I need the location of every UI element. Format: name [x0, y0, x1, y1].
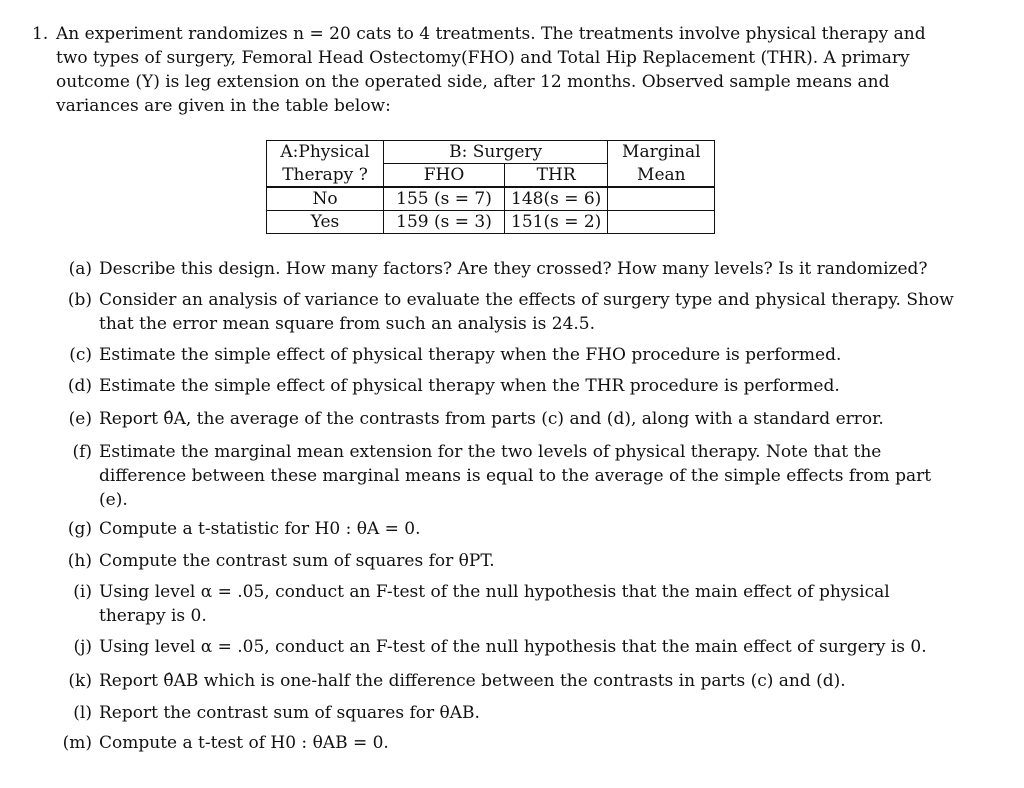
part-text: Compute the contrast sum of squares for θPT.	[99, 551, 495, 571]
part-text: Describe this design. How many factors? Are they crossed? How many levels? Is it randomized?	[99, 259, 928, 279]
header-a-line2: Therapy ?	[267, 164, 384, 188]
cell-fho: 155 (s = 7)	[384, 187, 505, 211]
part-text: Compute a t-statistic for H0 : θA = 0.	[99, 519, 421, 539]
part-label: (h)	[67, 551, 92, 571]
part-text: Consider an analysis of variance to evaluate the effects of surgery type and physical therapy. Show	[99, 290, 954, 310]
part-text: that the error mean square from such an analysis is 24.5.	[99, 314, 596, 334]
part-label: (i)	[73, 582, 92, 602]
part-text: Using level α = .05, conduct an F-test of the null hypothesis that the main effect of physical	[99, 582, 890, 602]
header-fho: FHO	[384, 164, 505, 188]
part-label: (a)	[68, 259, 92, 279]
cell-fho: 159 (s = 3)	[384, 211, 505, 234]
part-label: (g)	[67, 519, 92, 539]
cell-marginal	[608, 211, 715, 234]
part-text: Compute a t-test of H0 : θAB = 0.	[99, 733, 389, 753]
part-text: Estimate the simple effect of physical therapy when the THR procedure is performed.	[99, 376, 840, 396]
part-label: (k)	[68, 671, 92, 691]
part-text: Estimate the marginal mean extension for the two levels of physical therapy. Note that the	[99, 442, 882, 462]
header-marginal-line2: Mean	[608, 164, 715, 188]
part-text: therapy is 0.	[99, 606, 207, 626]
header-thr: THR	[505, 164, 608, 188]
part-text: Report the contrast sum of squares for θAB.	[99, 703, 480, 723]
part-text: difference between these marginal means is equal to the average of the simple effects from part	[99, 466, 932, 486]
problem-number: 1.	[32, 24, 49, 44]
part-text: Using level α = .05, conduct an F-test of the null hypothesis that the main effect of surgery is 0.	[99, 637, 927, 657]
table-row	[267, 211, 715, 234]
intro-line-2: two types of surgery, Femoral Head Ostectomy(FHO) and Total Hip Replacement (THR). A primary	[56, 48, 910, 68]
header-a-line1: A:Physical	[267, 141, 384, 164]
part-label: (b)	[67, 290, 92, 310]
part-label: (m)	[62, 733, 92, 753]
part-label: (d)	[67, 376, 92, 396]
cell-thr: 151(s = 2)	[505, 211, 608, 234]
part-label: (j)	[73, 637, 92, 657]
part-text: Report θ̂A, the average of the contrasts from parts (c) and (d), along with a standard error.	[99, 409, 884, 429]
table-row	[267, 187, 715, 211]
problem-intro	[56, 22, 926, 118]
part-text: Report θ̂AB which is one-half the difference between the contrasts in parts (c) and (d).	[99, 671, 846, 691]
part-label: (e)	[68, 409, 92, 429]
cell-thr: 148(s = 6)	[505, 187, 608, 211]
intro-line-4: variances are given in the table below:	[56, 96, 391, 116]
header-marginal-line1: Marginal	[608, 141, 715, 164]
means-table	[266, 140, 715, 234]
part-label: (l)	[73, 703, 92, 723]
row-label: Yes	[267, 211, 384, 234]
row-label: No	[267, 187, 384, 211]
header-b: B: Surgery	[384, 141, 608, 164]
part-label: (c)	[69, 345, 92, 365]
part-text: (e).	[99, 490, 128, 510]
part-text: Estimate the simple effect of physical therapy when the FHO procedure is performed.	[99, 345, 842, 365]
intro-line-3: outcome (Y) is leg extension on the operated side, after 12 months. Observed sample means and	[56, 72, 890, 92]
cell-marginal	[608, 187, 715, 211]
intro-line-1: An experiment randomizes n = 20 cats to 4 treatments. The treatments involve physical therapy and	[56, 24, 926, 44]
part-label: (f)	[72, 442, 92, 462]
